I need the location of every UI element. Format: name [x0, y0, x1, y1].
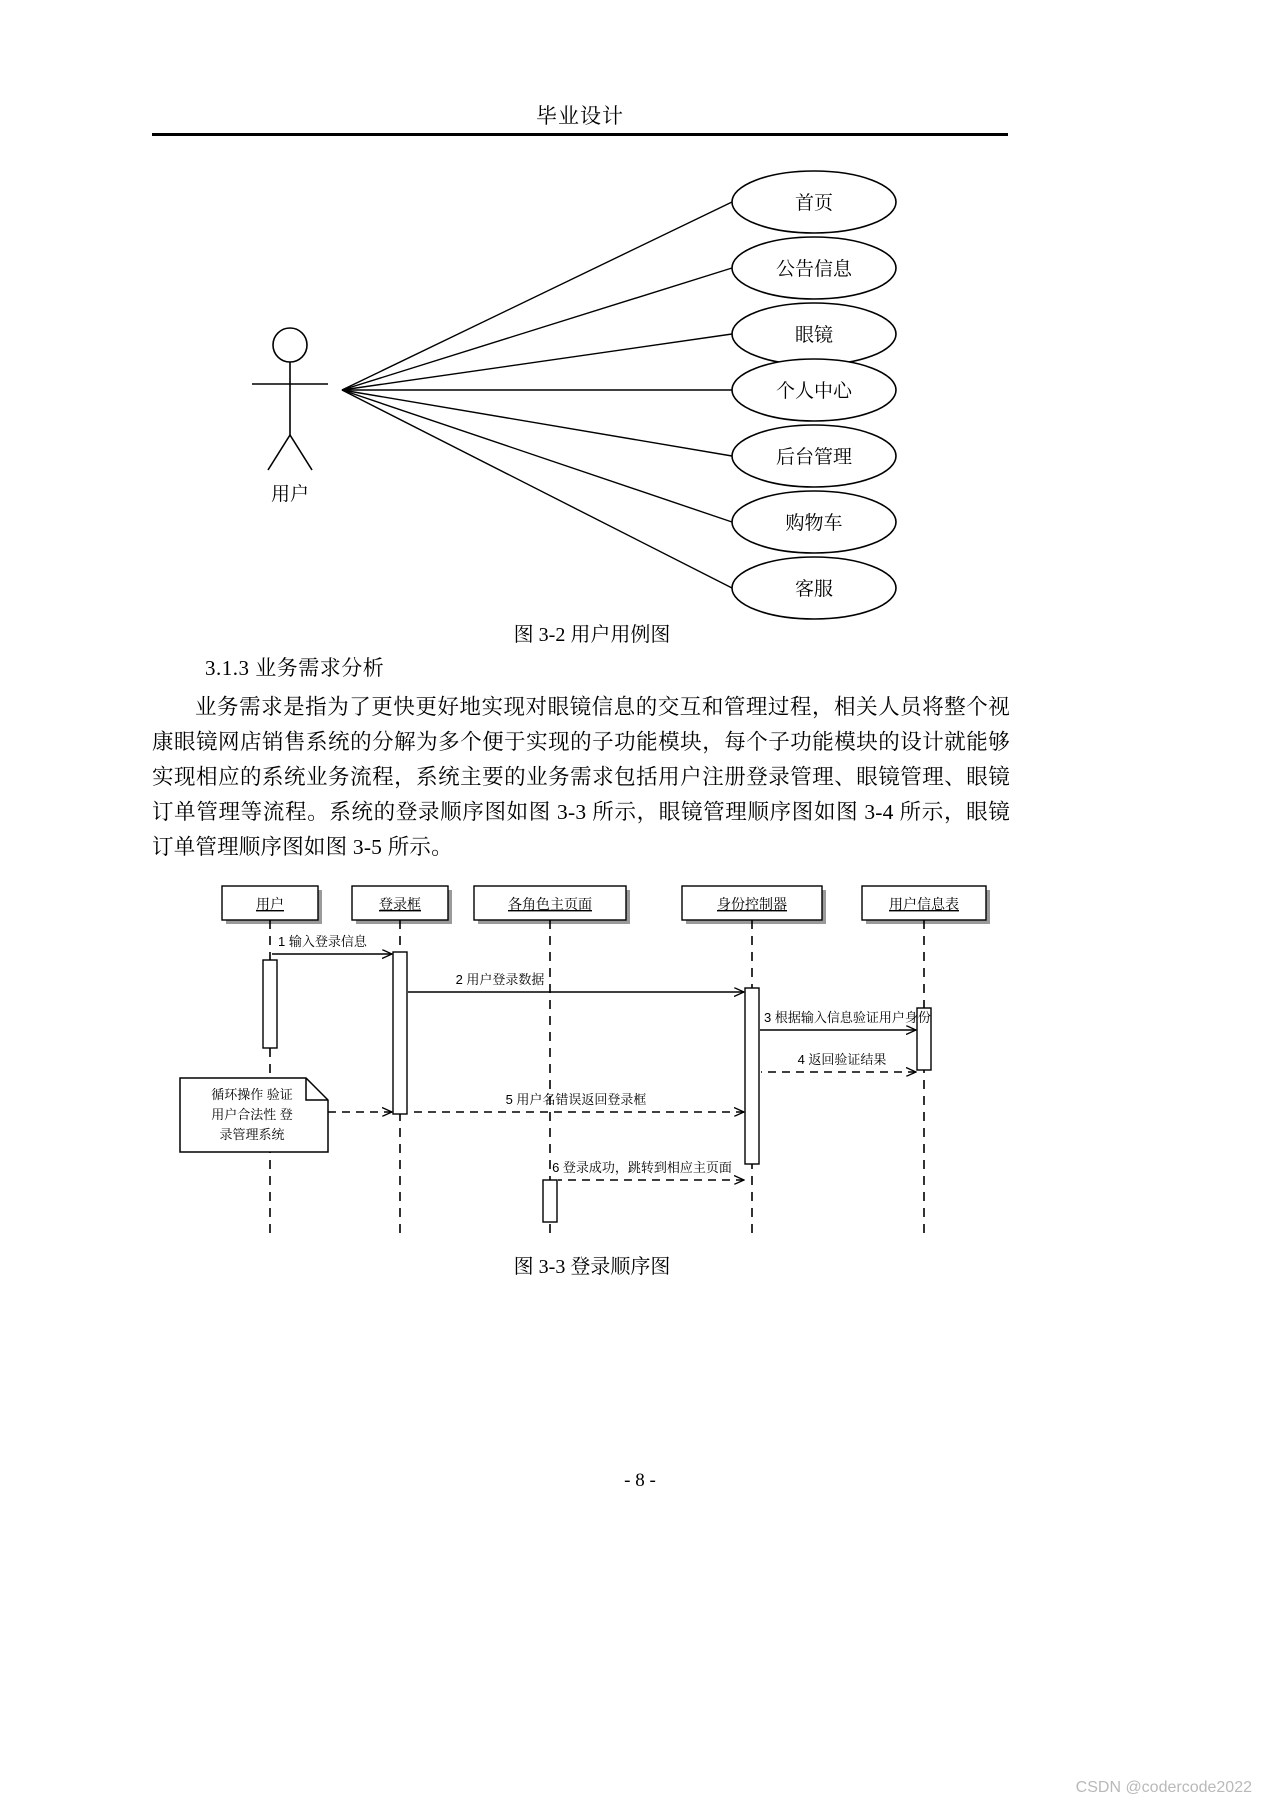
- actor-label: 用户: [270, 484, 310, 505]
- message-label-5: 5 用户名错误返回登录框: [505, 1092, 647, 1107]
- watermark: CSDN @codercode2022: [1075, 1779, 1252, 1796]
- message-label-1: 1 输入登录信息: [278, 934, 367, 949]
- lifeline-label-3: 身份控制器: [717, 896, 787, 912]
- section-paragraph: 业务需求是指为了更快更好地实现对眼镜信息的交互和管理过程，相关人员将整个视康眼镜网店销售系统的分解为多个便于实现的子功能模块，每个子功能模块的设计就能够实现相应的系统业务流程，系统主要的业务需求包括用户注册登录管理、眼镜管理、眼镜订单管理等流程。系统的登录顺序图如图 3-3 所示，眼镜管理顺序图如图 3-4 所示，眼镜订单管理顺序图如图 3-5 所示。: [152, 695, 1010, 859]
- use-case-label-3: 个人中心: [775, 381, 853, 402]
- actor-head: [273, 328, 307, 362]
- page-number: - 8 -: [624, 1470, 656, 1491]
- lifeline-label-1: 登录框: [379, 896, 421, 912]
- message-label-4: 4 返回验证结果: [797, 1052, 887, 1067]
- activation-controller: [745, 988, 759, 1164]
- note-line-2: 用户合法性 登: [211, 1107, 293, 1122]
- lifelines: [270, 920, 924, 1240]
- figure-caption-3-2: 图 3-2 用户用例图: [513, 624, 671, 646]
- lifeline-label-0: 用户: [256, 896, 284, 912]
- association-lines: [342, 202, 732, 588]
- lifeline-boxes: [222, 886, 990, 924]
- message-label-6: 6 登录成功，跳转到相应主页面: [552, 1160, 732, 1175]
- use-case-label-2: 眼镜: [794, 325, 834, 346]
- header-rule: [152, 133, 1008, 136]
- note-line-3: 录管理系统: [219, 1127, 285, 1142]
- use-case-label-6: 客服: [794, 579, 834, 600]
- message-label-3: 3 根据输入信息验证用户身份: [764, 1010, 931, 1025]
- sequence-diagram: [152, 880, 1032, 1250]
- use-case-diagram: [152, 150, 1032, 630]
- page-header-title: 毕业设计: [536, 104, 624, 128]
- figure-caption-3-3: 图 3-3 登录顺序图: [513, 1256, 671, 1278]
- use-case-label-1: 公告信息: [775, 259, 853, 280]
- section-body: [152, 690, 1010, 865]
- actor-leg-left: [268, 435, 290, 470]
- activation-user: [263, 960, 277, 1048]
- lifeline-label-4: 用户信息表: [889, 896, 959, 912]
- lifeline-label-2: 各角色主页面: [508, 896, 592, 912]
- note-line-1: 循环操作 验证: [211, 1087, 293, 1102]
- message-label-2: 2 用户登录数据: [455, 972, 545, 987]
- actor-leg-right: [290, 435, 312, 470]
- use-case-label-4: 后台管理: [775, 447, 853, 468]
- use-case-label-0: 首页: [794, 193, 834, 214]
- activation-homepage: [543, 1180, 557, 1222]
- use-case-label-5: 购物车: [785, 513, 843, 534]
- message-arrows: [272, 954, 916, 1180]
- activation-login-box: [393, 952, 407, 1114]
- section-heading: 3.1.3 业务需求分析: [205, 656, 385, 680]
- page-header: [152, 100, 1008, 130]
